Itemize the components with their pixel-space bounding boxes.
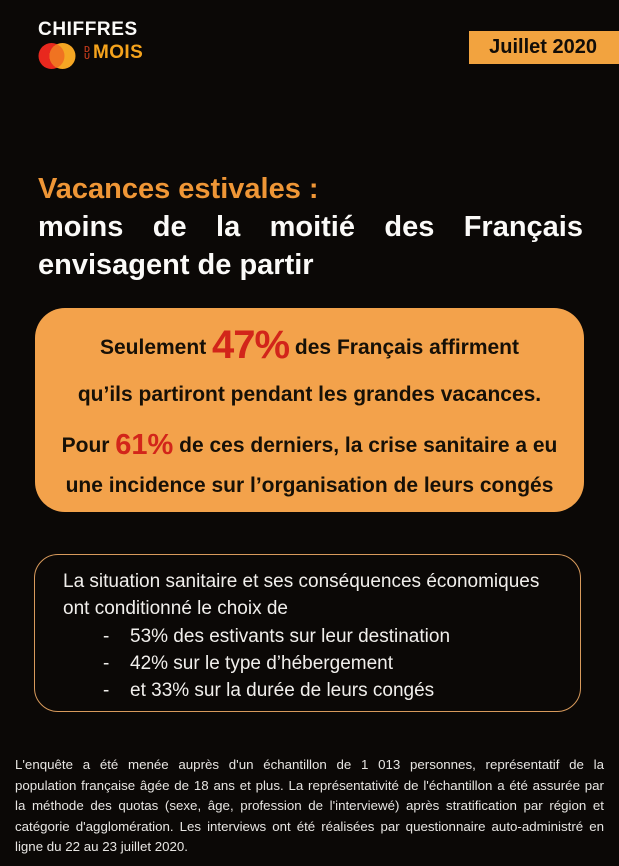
stat-47-line: [61, 324, 558, 369]
logo-mois-text: MOIS: [93, 42, 144, 63]
title-line-2: moins de la moitié des Français: [38, 211, 583, 243]
list-item: [63, 623, 556, 650]
stat-47-post: des Français affirment: [289, 336, 520, 359]
list-item-text: et 33% sur la durée de leurs congés: [130, 680, 435, 701]
stat-61-line: [61, 431, 558, 460]
stat-61-line-2: une incidence sur l’organisation de leurs congés: [65, 474, 554, 497]
logo-chiffres-text: CHIFFRES: [38, 19, 138, 40]
logo-bottom-row: [38, 42, 143, 70]
list-item: [63, 677, 556, 704]
list-item-text: 53% des estivants sur leur destination: [130, 626, 451, 647]
details-list: [63, 623, 556, 704]
details-intro: La situation sanitaire et ses conséquences économiques ont conditionné le choix de: [63, 571, 540, 619]
stat-61-value: 61%: [115, 429, 174, 461]
list-item-dash: -: [103, 680, 110, 701]
chiffres-du-mois-logo: [38, 20, 143, 70]
page-title: [38, 170, 583, 284]
details-box: [34, 554, 581, 712]
stat-47-line-2: qu’ils partiront pendant les grandes vacances.: [77, 383, 542, 406]
stat-47-pre: Seulement: [99, 336, 213, 359]
stat-61-pre: Pour: [61, 434, 116, 457]
key-stats-box: [35, 308, 584, 512]
title-line-3: envisagent de partir: [38, 249, 314, 281]
list-item-dash: -: [103, 653, 110, 674]
stat-61-post: de ces derniers, la crise sanitaire a eu: [173, 434, 558, 457]
logo-du-text: DU: [84, 45, 90, 61]
footnote-line: catégorie d'agglomération. Les interviews ont été réalisées par questionnaire auto-administré en: [15, 818, 604, 834]
date-badge: Juillet 2020: [469, 31, 619, 64]
footnote-line: L'enquête a été menée auprès d'un échantillon de 1 013 personnes, représentatif de la: [15, 757, 604, 772]
list-item: [63, 650, 556, 677]
footnote-line: la méthode des quotas (sexe, âge, profession de l'interviewé) après stratification par région et: [15, 798, 604, 814]
footnote-line: ligne du 22 au 23 juillet 2020.: [15, 839, 188, 855]
overlapping-circles-icon: [38, 42, 76, 70]
list-item-text: 42% sur le type d’hébergement: [130, 653, 393, 674]
title-accent-line: Vacances estivales :: [38, 173, 319, 205]
methodology-footnote: [15, 755, 604, 858]
footnote-line: population française âgée de 18 ans et plus. La représentativité de l'échantillon a été assurée par: [15, 777, 604, 793]
stat-47-value: 47%: [212, 323, 290, 367]
list-item-dash: -: [103, 626, 110, 647]
